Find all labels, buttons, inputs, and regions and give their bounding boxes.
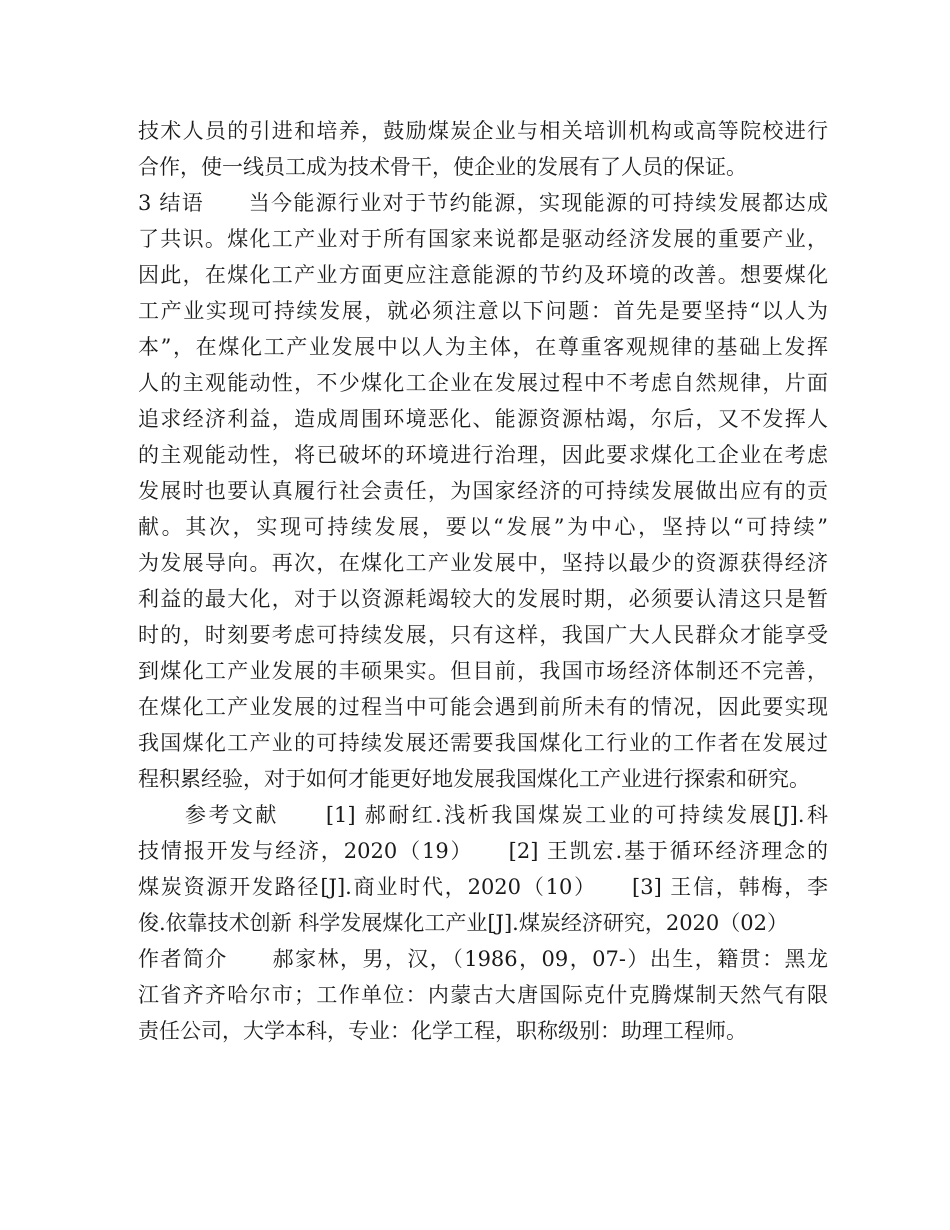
text-line: 技术人员的引进和培养，鼓励煤炭企业与相关培训机构或高等院校进行	[138, 119, 828, 143]
text-line: 发展时也要认真履行社会责任，为国家经济的可持续发展做出应有的贡	[138, 479, 828, 503]
text-line: 的主观能动性，将已破坏的环境进行治理，因此要求煤化工企业在考虑	[138, 443, 828, 467]
text-line: 3 结语 当今能源行业对于节约能源，实现能源的可持续发展都达成	[138, 191, 828, 215]
text-line: 因此，在煤化工产业方面更应注意能源的节约及环境的改善。想要煤化	[138, 263, 828, 287]
text-line: 到煤化工产业发展的丰硕果实。但目前，我国市场经济体制还不完善，	[138, 659, 828, 683]
text-line: 在煤化工产业发展的过程当中可能会遇到前所未有的情况，因此要实现	[138, 695, 828, 719]
text-line: 俊.依靠技术创新 科学发展煤化工产业[J].煤炭经济研究，2020（02）	[138, 911, 788, 935]
text-line: 我国煤化工产业的可持续发展还需要我国煤化工行业的工作者在发展过	[138, 731, 828, 755]
text-line: 责任公司，大学本科，专业：化学工程，职称级别：助理工程师。	[138, 1019, 747, 1043]
text-line: 技情报开发与经济，2020（19） [2] 王凯宏.基于循环经济理念的	[138, 839, 828, 863]
text-line: 参考文献 [1] 郝耐红.浅析我国煤炭工业的可持续发展[J].科	[138, 803, 828, 827]
text-line: 合作，使一线员工成为技术骨干，使企业的发展有了人员的保证。	[138, 155, 747, 179]
text-line: 工产业实现可持续发展，就必须注意以下问题：首先是要坚持“以人为	[138, 299, 828, 323]
text-line: 利益的最大化，对于以资源耗竭较大的发展时期，必须要认清这只是暂	[138, 587, 828, 611]
text-line: 时的，时刻要考虑可持续发展，只有这样，我国广大人民群众才能享受	[138, 623, 828, 647]
text-line: 本”，在煤化工产业发展中以人为主体，在尊重客观规律的基础上发挥	[138, 335, 828, 359]
text-line: 追求经济利益，造成周围环境恶化、能源资源枯竭，尔后，又不发挥人	[138, 407, 828, 431]
text-line: 了共识。煤化工产业对于所有国家来说都是驱动经济发展的重要产业，	[138, 227, 828, 251]
text-line: 为发展导向。再次，在煤化工产业发展中，坚持以最少的资源获得经济	[138, 551, 828, 575]
text-line: 作者简介 郝家林，男，汉，（1986，09，07-）出生，籍贯：黑龙	[138, 947, 828, 971]
body-text	[138, 113, 828, 1049]
text-line: 煤炭资源开发路径[J].商业时代，2020（10） [3] 王信，韩梅，李	[138, 875, 828, 899]
text-line: 人的主观能动性，不少煤化工企业在发展过程中不考虑自然规律，片面	[138, 371, 828, 395]
text-line: 程积累经验，对于如何才能更好地发展我国煤化工产业进行探索和研究。	[138, 767, 810, 791]
text-line: 江省齐齐哈尔市；工作单位：内蒙古大唐国际克什克腾煤制天然气有限	[138, 983, 828, 1007]
text-line: 献。其次，实现可持续发展，要以“发展”为中心，坚持以“可持续”	[138, 515, 828, 539]
